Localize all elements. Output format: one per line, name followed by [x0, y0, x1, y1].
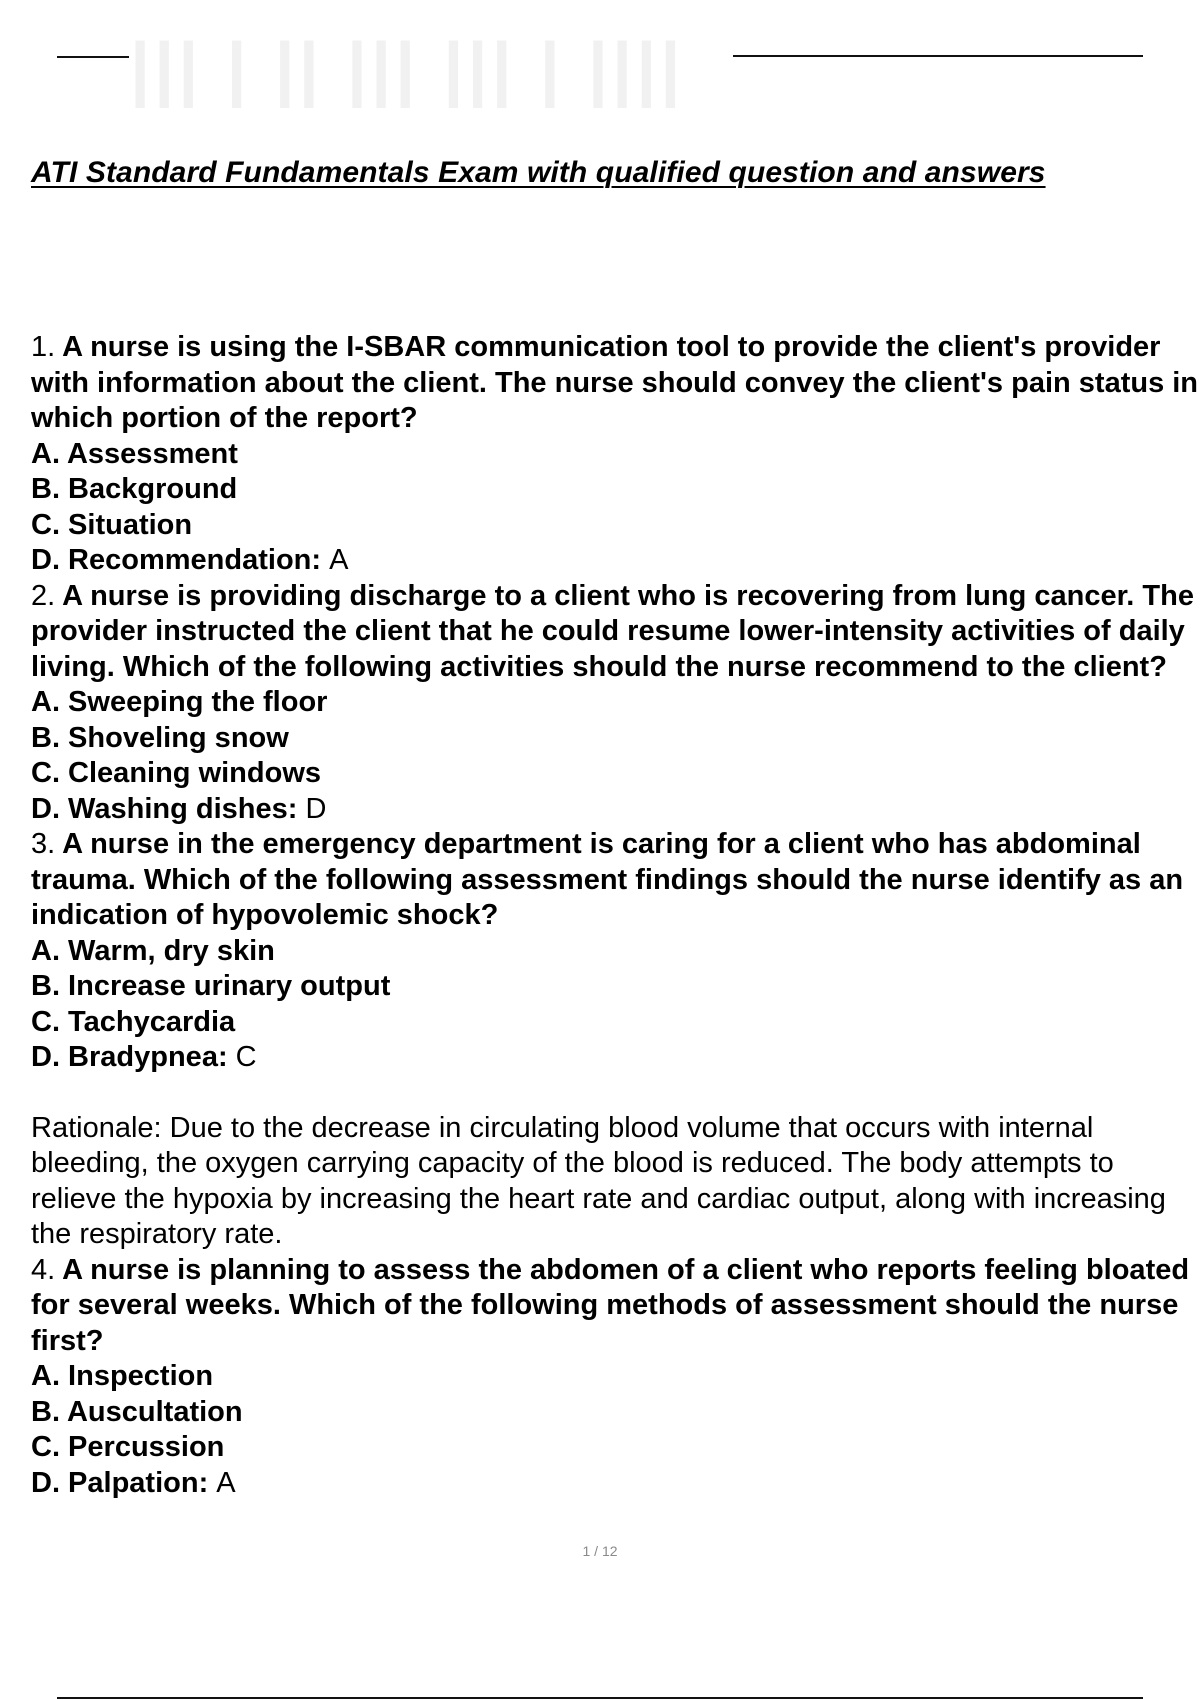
- question-number: 2.: [31, 579, 56, 612]
- option-d: [31, 1466, 1200, 1502]
- question-list: [31, 330, 1200, 1501]
- option-c: C. Situation: [31, 508, 193, 541]
- question-body: A nurse in the emergency department is caring for a client who has abdominal trauma. Which of the following assessment findings should the nurse identify as an indication of hypovolemic shock?: [31, 828, 1184, 931]
- option-b: B. Auscultation: [31, 1395, 243, 1428]
- option-b: B. Increase urinary output: [31, 970, 391, 1002]
- question-body: A nurse is providing discharge to a client who is recovering from lung cancer. The provider instructed the client that he could resume lower-intensity activities of daily living. Which of the following activities should the nurse recommend to the client?: [31, 579, 1194, 683]
- option-c: C. Percussion: [31, 1431, 225, 1463]
- document-title: ATI Standard Fundamentals Exam with qualified question and answers: [31, 156, 1046, 189]
- rationale-text: Rationale: Due to the decrease in circulating blood volume that occurs with internal bleeding, the oxygen carrying capacity of the blood is reduced. The body attempts to relieve the hypoxia by increasing the heart rate and cardiac output, along with increasing the respiratory rate.: [31, 1111, 1166, 1250]
- answer-key: A: [216, 1466, 236, 1499]
- answer-key: D: [305, 792, 327, 825]
- option-d-label: D. Recommendation:: [31, 544, 322, 576]
- option-d-label: D. Palpation:: [31, 1466, 209, 1499]
- option-a: A. Inspection: [31, 1360, 214, 1392]
- question-number: 3.: [31, 828, 56, 860]
- question-4: [31, 1253, 1200, 1502]
- option-b: B. Background: [31, 473, 238, 505]
- option-a: A. Assessment: [31, 437, 238, 470]
- header-rule-left: [57, 56, 129, 58]
- question-text: [31, 579, 1200, 686]
- answer-key: A: [329, 544, 349, 576]
- option-a: A. Sweeping the floor: [31, 686, 328, 718]
- question-number: 1.: [31, 331, 56, 363]
- question-text: [31, 1253, 1200, 1360]
- question-3: [31, 827, 1200, 1253]
- option-b: B. Shoveling snow: [31, 721, 289, 754]
- option-d: [31, 792, 1200, 828]
- watermark: ||| | || ||| ||| | ||||: [130, 29, 685, 108]
- header-rule-right: [733, 55, 1143, 57]
- question-2: [31, 579, 1200, 828]
- question-text: [31, 827, 1200, 934]
- page-number: 1 / 12: [582, 1543, 618, 1559]
- option-c: C. Cleaning windows: [31, 757, 322, 789]
- option-d: [31, 1040, 1200, 1076]
- option-a: A. Warm, dry skin: [31, 934, 275, 967]
- option-d-label: D. Bradypnea:: [31, 1041, 228, 1073]
- question-body: A nurse is planning to assess the abdomen of a client who reports feeling bloated for several weeks. Which of the following methods of assessment should the nurse first?: [31, 1253, 1190, 1357]
- option-c: C. Tachycardia: [31, 1005, 236, 1038]
- footer-rule: [57, 1697, 1143, 1699]
- question-body: A nurse is using the I-SBAR communication tool to provide the client's provider with information about the client. The nurse should convey the client's pain status in which portion of the report?: [31, 331, 1199, 434]
- question-text: [31, 330, 1200, 437]
- question-number: 4.: [31, 1253, 56, 1286]
- option-d-label: D. Washing dishes:: [31, 792, 298, 825]
- option-d: [31, 543, 1200, 579]
- question-1: [31, 330, 1200, 579]
- answer-key: C: [235, 1041, 257, 1073]
